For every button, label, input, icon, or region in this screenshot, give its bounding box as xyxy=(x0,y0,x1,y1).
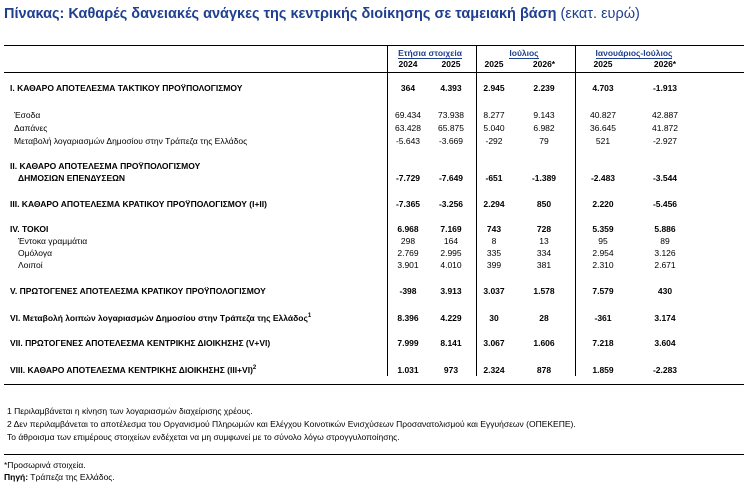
table-cell: -7.649 xyxy=(438,173,464,183)
table-cell: 63.428 xyxy=(395,123,421,133)
header-year: 2026* xyxy=(653,59,677,69)
table-cell: -3.256 xyxy=(438,199,464,209)
table-cell: 878 xyxy=(536,365,552,375)
header-bottom-rule xyxy=(4,72,744,73)
table-cell: 2.954 xyxy=(592,248,614,258)
table-cell: 6.968 xyxy=(397,224,419,234)
notes-rule xyxy=(4,454,744,455)
source-note xyxy=(4,471,115,483)
table-row xyxy=(0,337,751,349)
table-row xyxy=(0,109,751,121)
table-cell: 40.827 xyxy=(590,110,616,120)
table-cell: 42.887 xyxy=(652,110,678,120)
table-cell: 4.703 xyxy=(592,83,614,93)
table-cell: 3.126 xyxy=(654,248,676,258)
table-cell: 973 xyxy=(443,365,459,375)
table-cell: 73.938 xyxy=(438,110,464,120)
row-label: II. ΚΑΘΑΡΟ ΑΠΟΤΕΛΕΣΜΑ ΠΡΟΫΠΟΛΟΓΙΣΜΟΥ xyxy=(10,161,201,171)
table-cell: -5.643 xyxy=(395,136,421,146)
table-row xyxy=(0,161,751,184)
column-separator xyxy=(575,45,576,376)
table-top-rule xyxy=(4,45,744,46)
title-unit: (εκατ. ευρώ) xyxy=(560,6,640,22)
table-cell: 5.886 xyxy=(654,224,676,234)
row-label-wrap xyxy=(18,235,87,247)
header-year: 2024 xyxy=(398,59,418,69)
table-cell: -3.544 xyxy=(652,173,678,183)
table-cell: 850 xyxy=(536,199,552,209)
header-jan-jul: Ιανουάριος-Ιούλιος xyxy=(595,48,673,58)
table-cell: 36.645 xyxy=(590,123,616,133)
row-label: IV. ΤΟΚΟΙ xyxy=(10,224,49,234)
table-row xyxy=(0,82,751,94)
header-year: 2025 xyxy=(593,59,613,69)
table-cell: 2.945 xyxy=(483,83,505,93)
table-row xyxy=(0,135,751,147)
table-cell: 2.324 xyxy=(483,365,505,375)
table-cell: 8.141 xyxy=(440,338,462,348)
table-cell: -2.283 xyxy=(652,365,678,375)
table-cell: -1.389 xyxy=(531,173,557,183)
table-cell: 298 xyxy=(400,236,416,246)
table-cell: -5.456 xyxy=(652,199,678,209)
row-label: V. ΠΡΩΤΟΓΕΝΕΣ ΑΠΟΤΕΛΕΣΜΑ ΚΡΑΤΙΚΟΥ ΠΡΟΫΠΟΛΟΓΙΣΜΟΥ xyxy=(10,286,266,296)
table-cell: 364 xyxy=(400,83,416,93)
table-cell: 8.277 xyxy=(483,110,505,120)
row-label-continued: ΔΗΜΟΣΙΩΝ ΕΠΕΝΔΥΣΕΩΝ xyxy=(18,173,126,183)
table-cell: 335 xyxy=(486,248,502,258)
table-cell: 2.769 xyxy=(397,248,419,258)
row-label-wrap xyxy=(10,82,242,94)
table-cell: 728 xyxy=(536,224,552,234)
provisional-note: *Προσωρινά στοιχεία. xyxy=(4,460,86,470)
table-row xyxy=(0,122,751,134)
table-cell: -398 xyxy=(399,286,417,296)
row-label: VI. Μεταβολή λοιπών λογαριασμών Δημοσίου στην Τράπεζα της Ελλάδος xyxy=(10,313,308,323)
row-label: I. ΚΑΘΑΡΟ ΑΠΟΤΕΛΕΣΜΑ ΤΑΚΤΙΚΟΥ ΠΡΟΫΠΟΛΟΓΙΣΜΟΥ xyxy=(10,83,243,93)
table-cell: -7.729 xyxy=(395,173,421,183)
row-label: Ομόλογα xyxy=(18,248,53,258)
table-cell: 521 xyxy=(595,136,611,146)
table-cell: 79 xyxy=(539,136,549,146)
source-text: Τράπεζα της Ελλάδος. xyxy=(28,472,115,482)
table-cell: 399 xyxy=(486,260,502,270)
header-july: Ιούλιος xyxy=(509,48,539,58)
table-cell: -361 xyxy=(594,313,612,323)
row-label-wrap xyxy=(10,223,48,235)
table-cell: 4.010 xyxy=(440,260,462,270)
table-cell: 1.859 xyxy=(592,365,614,375)
table-cell: 89 xyxy=(660,236,670,246)
column-separator xyxy=(387,45,388,376)
table-cell: -2.927 xyxy=(652,136,678,146)
table-cell: 8 xyxy=(491,236,497,246)
table-bottom-rule xyxy=(4,384,744,385)
table-cell: 3.037 xyxy=(483,286,505,296)
row-label-wrap xyxy=(10,312,311,324)
row-label-wrap xyxy=(18,247,52,259)
table-row xyxy=(0,364,751,376)
row-label: Μεταβολή λογαριασμών Δημοσίου στην Τράπεζα της Ελλάδος xyxy=(14,136,248,146)
footnote-3: Το άθροισμα των επιμέρους στοιχείων ενδέχεται να μη συμφωνεί με το σύνολο λόγω στρογγυλοποίησης. xyxy=(7,432,400,442)
table-cell: -651 xyxy=(485,173,503,183)
row-label: Έντοκα γραμμάτια xyxy=(18,236,88,246)
table-row xyxy=(0,235,751,247)
header-year: 2026* xyxy=(532,59,556,69)
table-cell: -7.365 xyxy=(395,199,421,209)
row-label-wrap xyxy=(14,122,47,134)
header-year: 2025 xyxy=(484,59,504,69)
table-cell: 7.169 xyxy=(440,224,462,234)
table-cell: -1.913 xyxy=(652,83,678,93)
table-cell: 28 xyxy=(539,313,549,323)
table-cell: 7.579 xyxy=(592,286,614,296)
table-row xyxy=(0,259,751,271)
row-label: Λοιποί xyxy=(18,260,43,270)
table-cell: 5.040 xyxy=(483,123,505,133)
table-cell: 334 xyxy=(536,248,552,258)
table-cell: 4.393 xyxy=(440,83,462,93)
row-label: Δαπάνες xyxy=(14,123,48,133)
table-cell: 9.143 xyxy=(533,110,555,120)
row-label-wrap xyxy=(10,285,266,297)
table-cell: 65.875 xyxy=(438,123,464,133)
row-label-wrap xyxy=(10,337,270,349)
table-row xyxy=(0,312,751,324)
table-cell: 7.218 xyxy=(592,338,614,348)
footnote-1: 1 Περιλαμβάνεται η κίνηση των λογαριασμών διαχείρισης χρέους. xyxy=(7,406,253,416)
table-cell: 41.872 xyxy=(652,123,678,133)
source-label: Πηγή: xyxy=(4,472,29,482)
row-label-wrap xyxy=(14,135,247,147)
table-cell: 30 xyxy=(489,313,499,323)
table-cell: 3.913 xyxy=(440,286,462,296)
table-row xyxy=(0,198,751,210)
table-cell: 13 xyxy=(539,236,549,246)
header-year: 2025 xyxy=(441,59,461,69)
table-cell: 164 xyxy=(443,236,459,246)
table-cell: 3.901 xyxy=(397,260,419,270)
table-cell: 2.239 xyxy=(533,83,555,93)
table-cell: 1.606 xyxy=(533,338,555,348)
table-cell: 2.671 xyxy=(654,260,676,270)
table-cell: 381 xyxy=(536,260,552,270)
table-cell: 430 xyxy=(657,286,673,296)
table-cell: 4.229 xyxy=(440,313,462,323)
row-label-wrap xyxy=(18,259,43,271)
table-cell: 2.220 xyxy=(592,199,614,209)
row-label-wrap xyxy=(10,198,267,210)
table-cell: 69.434 xyxy=(395,110,421,120)
row-label-wrap xyxy=(10,364,256,376)
table-cell: 1.578 xyxy=(533,286,555,296)
page-title xyxy=(4,6,640,22)
table-cell: 5.359 xyxy=(592,224,614,234)
table-cell: -3.669 xyxy=(438,136,464,146)
row-label: Έσοδα xyxy=(14,110,41,120)
table-row xyxy=(0,247,751,259)
table-cell: 3.067 xyxy=(483,338,505,348)
table-cell: -2.483 xyxy=(590,173,616,183)
footnote-ref: 1 xyxy=(307,313,312,320)
row-label: VIII. ΚΑΘΑΡΟ ΑΠΟΤΕΛΕΣΜΑ ΚΕΝΤΡΙΚΗΣ ΔΙΟΙΚΗΣΗΣ (III+VI) xyxy=(10,365,253,375)
table-cell: 743 xyxy=(486,224,502,234)
table-cell: -292 xyxy=(485,136,503,146)
title-main: Πίνακας: Καθαρές δανειακές ανάγκες της κεντρικής διοίκησης σε ταμειακή βάση xyxy=(4,6,557,22)
table-row xyxy=(0,223,751,235)
header-annual: Ετήσια στοιχεία xyxy=(398,48,462,58)
table-cell: 2.995 xyxy=(440,248,462,258)
table-row xyxy=(0,285,751,297)
row-label: III. ΚΑΘΑΡΟ ΑΠΟΤΕΛΕΣΜΑ ΚΡΑΤΙΚΟΥ ΠΡΟΫΠΟΛΟΓΙΣΜΟΥ (I+II) xyxy=(10,199,267,209)
table-cell: 6.982 xyxy=(533,123,555,133)
row-label-wrap xyxy=(14,109,40,121)
table-cell: 8.396 xyxy=(397,313,419,323)
table-cell: 2.310 xyxy=(592,260,614,270)
table-cell: 3.604 xyxy=(654,338,676,348)
row-label: VII. ΠΡΩΤΟΓΕΝΕΣ ΑΠΟΤΕΛΕΣΜΑ ΚΕΝΤΡΙΚΗΣ ΔΙΟΙΚΗΣΗΣ (V+VI) xyxy=(10,338,271,348)
footnote-ref: 2 xyxy=(252,365,257,372)
table-cell: 2.294 xyxy=(483,199,505,209)
column-separator xyxy=(476,45,477,376)
footnote-2: 2 Δεν περιλαμβάνεται το αποτέλεσμα του Οργανισμού Πληρωμών και Ελέγχου Κοινοτικών Ενισχύσεων Προσανατολισμού και Εγγυήσεων (ΟΠΕΚΕΠΕ). xyxy=(7,419,576,429)
table-cell: 3.174 xyxy=(654,313,676,323)
table-cell: 7.999 xyxy=(397,338,419,348)
table-cell: 95 xyxy=(598,236,608,246)
table-cell: 1.031 xyxy=(397,365,419,375)
